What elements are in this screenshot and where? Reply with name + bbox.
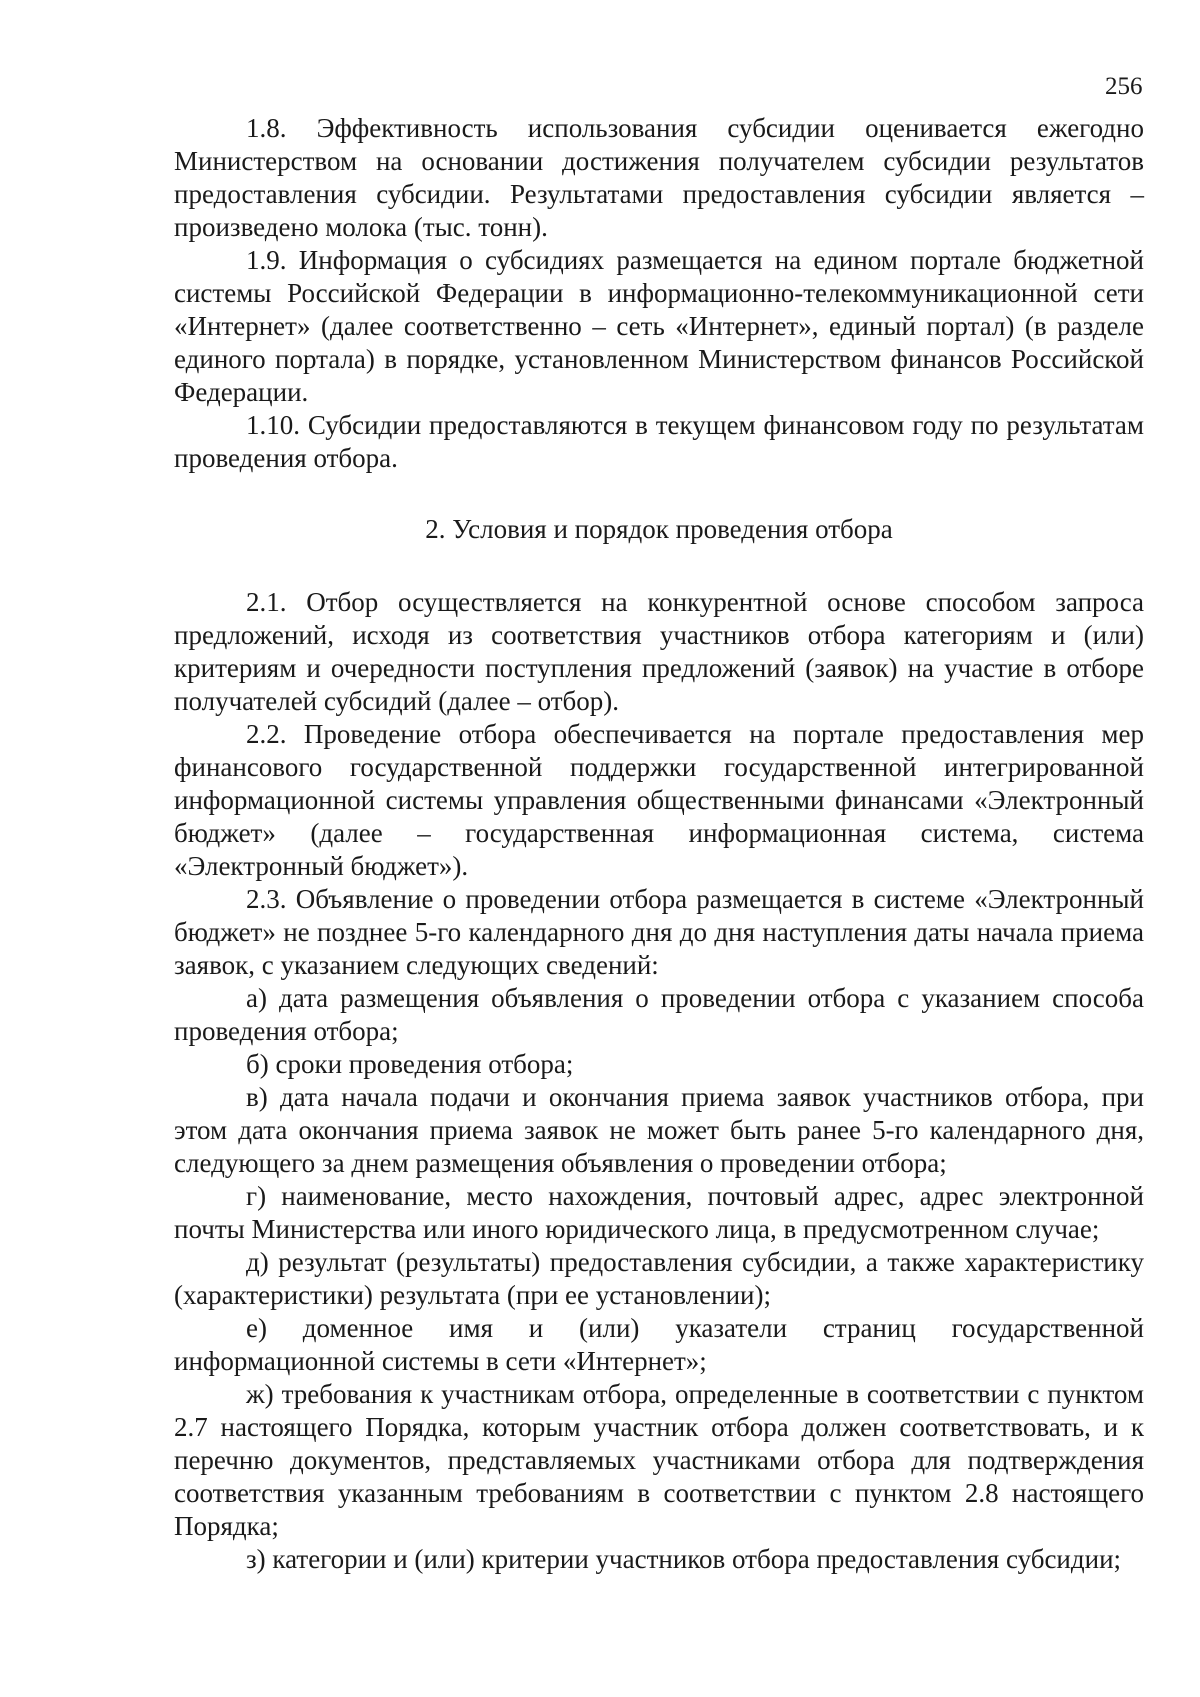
list-item-zh: ж) требования к участникам отбора, определенные в соответствии с пунктом 2.7 настоящего Порядка, которым участник отбора должен соответствовать, и к перечню документов, представляемых участниками отбора для подтверждения соответствия указанным требованиям в соответствии с пунктом 2.8 настоящего Порядка; bbox=[174, 1379, 1144, 1541]
list-item-d: д) результат (результаты) предоставления субсидии, а также характеристику (характеристики) результата (при ее установлении); bbox=[174, 1247, 1144, 1310]
paragraph-1-9: 1.9. Информация о субсидиях размещается на едином портале бюджетной системы Российской Федерации в информационно-телекоммуникационной сети «Интернет» (далее соответственно – сеть «Интернет», единый портал) (в разделе единого портала) в порядке, установленном Министерством финансов Российской Федерации. bbox=[174, 245, 1144, 407]
paragraph-2-1: 2.1. Отбор осуществляется на конкурентной основе способом запроса предложений, исходя из соответствия участников отбора категориям и (или) критериям и очередности поступления предложений (заявок) на участие в отборе получателей субсидий (далее – отбор). bbox=[174, 587, 1144, 716]
paragraph-1-8: 1.8. Эффективность использования субсидии оценивается ежегодно Министерством на основании достижения получателем субсидии результатов предоставления субсидии. Результатами предоставления субсидии является – произведено молока (тыс. тонн). bbox=[174, 113, 1144, 242]
paragraph-2-3: 2.3. Объявление о проведении отбора размещается в системе «Электронный бюджет» не позднее 5-го календарного дня до дня наступления даты начала приема заявок, с указанием следующих сведений: bbox=[174, 884, 1144, 980]
document-body bbox=[174, 112, 1144, 1576]
paragraph-2-2: 2.2. Проведение отбора обеспечивается на портале предоставления мер финансового государственной поддержки государственной интегрированной информационной системы управления общественными финансами «Электронный бюджет» (далее – государственная информационная система, система «Электронный бюджет»). bbox=[174, 719, 1144, 881]
list-item-z: з) категории и (или) критерии участников отбора предоставления субсидии; bbox=[246, 1544, 1122, 1574]
list-item-v: в) дата начала подачи и окончания приема заявок участников отбора, при этом дата окончания приема заявок не может быть ранее 5-го календарного дня, следующего за днем размещения объявления о проведении отбора; bbox=[174, 1082, 1144, 1178]
list-item-b: б) сроки проведения отбора; bbox=[246, 1049, 574, 1079]
list-item-e: е) доменное имя и (или) указатели страниц государственной информационной системы в сети «Интернет»; bbox=[174, 1313, 1144, 1376]
section-heading: 2. Условия и порядок проведения отбора bbox=[425, 514, 893, 544]
list-item-a: а) дата размещения объявления о проведении отбора с указанием способа проведения отбора; bbox=[174, 983, 1144, 1046]
list-item-g: г) наименование, место нахождения, почтовый адрес, адрес электронной почты Министерства или иного юридического лица, в предусмотренном случае; bbox=[174, 1181, 1144, 1244]
page-number: 256 bbox=[1105, 73, 1143, 100]
paragraph-1-10: 1.10. Субсидии предоставляются в текущем финансовом году по результатам проведения отбора. bbox=[174, 410, 1144, 473]
